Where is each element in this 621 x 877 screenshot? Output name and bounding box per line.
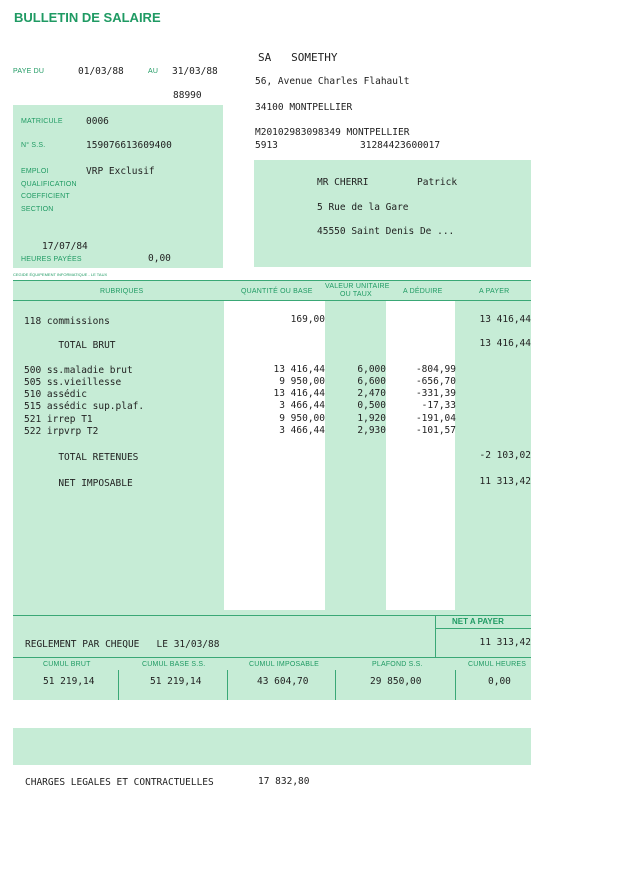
footer-band	[13, 728, 531, 765]
matricule-label: MATRICULE	[21, 118, 63, 125]
table-row-label: 521 irrep T1	[24, 414, 93, 425]
table-top-line	[13, 280, 531, 281]
table-row-label: TOTAL BRUT	[24, 340, 116, 351]
cumul-label: CUMUL BASE S.S.	[142, 661, 206, 668]
table-row-deduire: -191,04	[415, 413, 456, 424]
table-row-label: 522 irpvrp T2	[24, 426, 99, 437]
header-deduire: A DÉDUIRE	[403, 288, 443, 295]
table-row-base: 9 950,00	[279, 413, 325, 424]
table-row-payer: 13 416,44	[479, 314, 531, 325]
cumul-divider	[335, 670, 336, 700]
matricule-value: 0006	[86, 116, 109, 127]
table-row-base: 13 416,44	[273, 364, 325, 375]
table-row-base: 3 466,44	[279, 400, 325, 411]
ref-number: 88990	[173, 90, 202, 101]
recipient-street: 5 Rue de la Gare	[317, 202, 409, 213]
heures-value: 0,00	[148, 253, 171, 264]
paye-du-label: PAYE DU	[13, 68, 45, 75]
employer-urssaf: M20102983098349 MONTPELLIER	[255, 127, 410, 138]
entry-date: 17/07/84	[42, 241, 88, 252]
coefficient-label: COEFFICIENT	[21, 193, 70, 200]
table-row-base: 169,00	[290, 314, 325, 325]
cumul-divider	[118, 670, 119, 700]
table-row-taux: 0,500	[357, 400, 386, 411]
cumul-divider	[455, 670, 456, 700]
cumul-value: 51 219,14	[150, 676, 202, 687]
deduire-column-bg	[386, 300, 455, 610]
header-line	[13, 300, 531, 301]
header-payer: A PAYER	[479, 288, 510, 295]
header-valeur-1: VALEUR UNITAIRE	[325, 283, 390, 290]
paye-du-value: 01/03/88	[78, 66, 124, 77]
table-row-payer: -2 103,02	[479, 450, 531, 461]
table-row-base: 9 950,00	[279, 376, 325, 387]
table-row-label: TOTAL RETENUES	[24, 452, 139, 463]
recipient-name: MR CHERRI	[317, 177, 369, 188]
cumul-top-line	[13, 657, 531, 658]
net-a-payer-label: NET A PAYER	[452, 617, 504, 626]
au-value: 31/03/88	[172, 66, 218, 77]
table-row-deduire: -331,39	[415, 388, 456, 399]
table-row-taux: 6,600	[357, 376, 386, 387]
net-a-payer-value: 11 313,42	[479, 637, 531, 648]
table-row-label: 510 assédic	[24, 389, 87, 400]
base-column-bg	[224, 300, 325, 610]
qualification-label: QUALIFICATION	[21, 181, 77, 188]
table-row-taux: 2,930	[357, 425, 386, 436]
header-valeur-2: OU TAUX	[340, 291, 372, 298]
cumul-label: CUMUL HEURES	[468, 661, 527, 668]
table-row-deduire: -101,57	[415, 425, 456, 436]
table-row-taux: 6,000	[357, 364, 386, 375]
cumul-value: 0,00	[488, 676, 511, 687]
cumul-value: 51 219,14	[43, 676, 95, 687]
table-row-payer: 11 313,42	[479, 476, 531, 487]
table-bottom-line	[13, 615, 531, 616]
ss-value: 159076613609400	[86, 140, 172, 151]
heures-label: HEURES PAYÉES	[21, 256, 82, 263]
header-quantite: QUANTITÉ OU BASE	[241, 288, 313, 295]
table-row-deduire: -17,33	[421, 400, 456, 411]
charges-value: 17 832,80	[258, 776, 310, 787]
employer-address: 56, Avenue Charles Flahault	[255, 76, 410, 87]
table-row-label: 500 ss.maladie brut	[24, 365, 133, 376]
table-row-base: 3 466,44	[279, 425, 325, 436]
header-rubriques: RUBRIQUES	[100, 288, 144, 295]
cumul-divider	[227, 670, 228, 700]
employer-name: SA SOMETHY	[258, 51, 338, 64]
emploi-label: EMPLOI	[21, 168, 49, 175]
recipient-city: 45550 Saint Denis De ...	[317, 226, 455, 237]
table-row-label: 118 commissions	[24, 316, 110, 327]
small-print: CEGIDE ÉQUIPEMENT INFORMATIQUE - LE TAUX	[13, 272, 108, 277]
cumul-value: 43 604,70	[257, 676, 309, 687]
table-row-taux: 2,470	[357, 388, 386, 399]
table-row-label: 505 ss.vieillesse	[24, 377, 122, 388]
net-label-line	[436, 628, 531, 629]
cumul-label: CUMUL BRUT	[43, 661, 91, 668]
table-row-label: 515 assédic sup.plaf.	[24, 401, 145, 412]
section-label: SECTION	[21, 206, 54, 213]
employer-city: 34100 MONTPELLIER	[255, 102, 353, 113]
ss-label: N° S.S.	[21, 142, 46, 149]
cumul-value: 29 850,00	[370, 676, 422, 687]
table-row-deduire: -656,70	[415, 376, 456, 387]
net-divider	[435, 615, 436, 657]
emploi-value: VRP Exclusif	[86, 166, 155, 177]
table-row-taux: 1,920	[357, 413, 386, 424]
page-title: BULLETIN DE SALAIRE	[14, 10, 161, 25]
table-row-payer: 13 416,44	[479, 338, 531, 349]
charges-label: CHARGES LEGALES ET CONTRACTUELLES	[25, 777, 214, 788]
au-label: AU	[148, 68, 159, 75]
employer-siret: 31284423600017	[360, 140, 441, 151]
recipient-firstname: Patrick	[417, 177, 458, 188]
cumul-label: CUMUL IMPOSABLE	[249, 661, 320, 668]
table-row-label: NET IMPOSABLE	[24, 478, 133, 489]
cumul-label: PLAFOND S.S.	[372, 661, 423, 668]
reglement-text: REGLEMENT PAR CHEQUE LE 31/03/88	[25, 639, 220, 650]
table-row-deduire: -804,99	[415, 364, 456, 375]
recipient-box	[254, 160, 531, 267]
table-row-base: 13 416,44	[273, 388, 325, 399]
employer-code: 5913	[255, 140, 278, 151]
